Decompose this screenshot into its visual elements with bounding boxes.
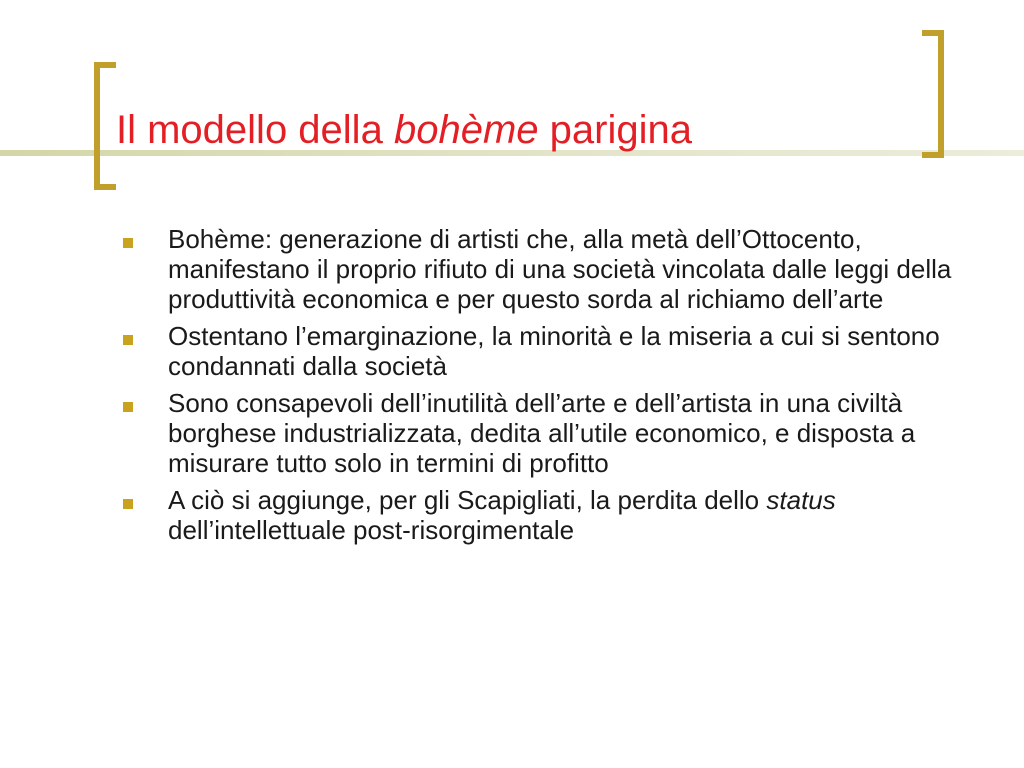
bullet-text-after: dell’intellettuale post-risorgimentale (168, 515, 575, 545)
bullet-item (120, 485, 960, 545)
square-bullet-icon (123, 238, 133, 248)
title-suffix: parigina (549, 108, 692, 152)
bullet-item (120, 321, 960, 381)
title-italic: bohème (393, 108, 539, 152)
bullet-text: Ostentano l’emarginazione, la minorità e la miseria a cui si sentono condannati dalla società (168, 321, 940, 381)
bullet-text: Bohème: generazione di artisti che, alla metà dell’Ottocento, manifestano il proprio rifiuto di una società vincolata dalle leggi della produttività economica e per questo sorda al richiamo dell’arte (168, 224, 952, 314)
bullet-text-before: A ciò si aggiunge, per gli Scapigliati, la perdita dello (168, 485, 760, 515)
square-bullet-icon (123, 335, 133, 345)
bullet-text-italic: status (766, 485, 836, 515)
left-bracket-decoration (94, 62, 116, 190)
square-bullet-icon (123, 402, 133, 412)
bullet-item (120, 224, 960, 314)
bullet-list (120, 224, 960, 552)
square-bullet-icon (123, 499, 133, 509)
bullet-text: Sono consapevoli dell’inutilità dell’arte e dell’artista in una civiltà borghese industrializzata, dedita all’utile economico, e disposta a misurare tutto solo in termini di profitto (168, 388, 916, 478)
slide-title (116, 108, 692, 152)
bullet-item (120, 388, 960, 478)
right-bracket-decoration (922, 30, 944, 158)
title-prefix: Il modello della (116, 108, 383, 152)
